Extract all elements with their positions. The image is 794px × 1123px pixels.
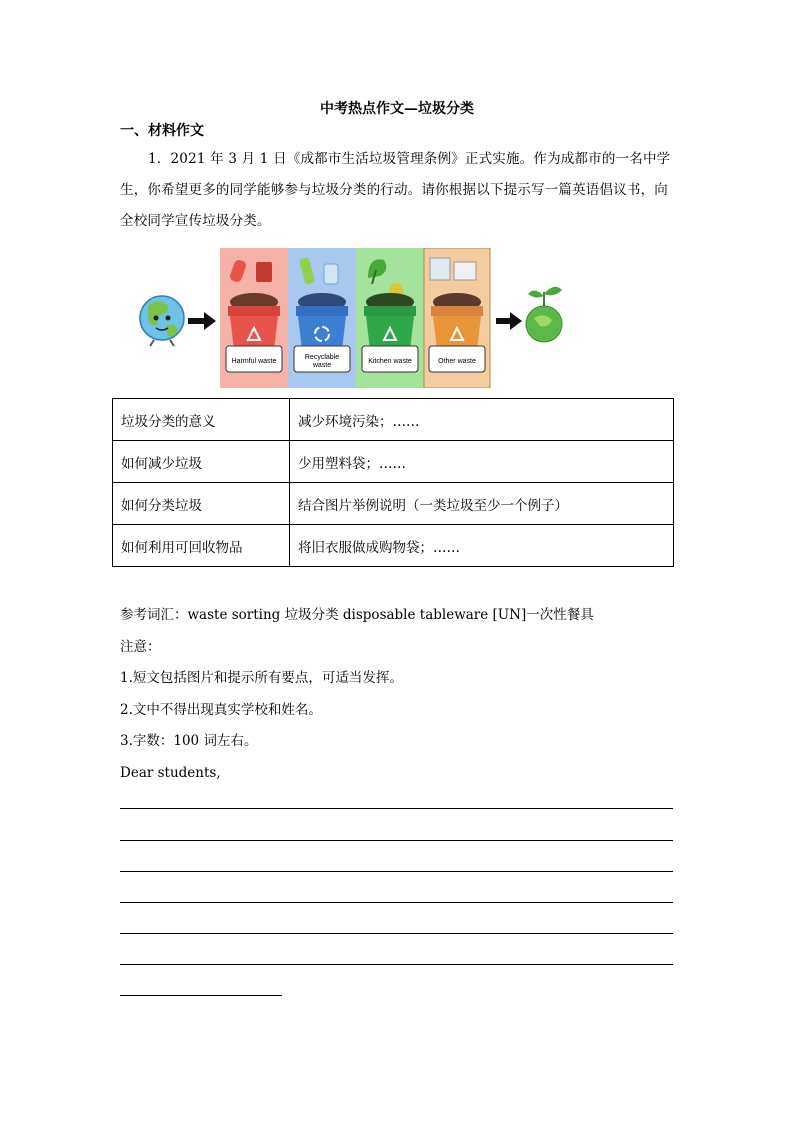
bin-label: Harmful waste <box>231 358 277 365</box>
note-item: 1.短文包括图片和提示所有要点，可适当发挥。 <box>120 670 403 686</box>
arrow-right-icon <box>496 312 522 330</box>
waste-sorting-illustration <box>136 248 576 388</box>
table-cell-answer: 结合图片举例说明（一类垃圾至少一个例子） <box>290 483 674 525</box>
arrow-right-icon <box>188 312 216 330</box>
earth-icon <box>140 296 184 346</box>
table-row <box>113 441 674 483</box>
bin-label: Recyclable <box>304 354 340 361</box>
prompt-table <box>112 398 674 567</box>
table-row <box>113 483 674 525</box>
writing-line[interactable] <box>120 933 673 934</box>
salutation: Dear students, <box>120 764 221 781</box>
bin-label-line2: waste <box>312 362 332 369</box>
writing-line[interactable] <box>120 995 282 996</box>
writing-line[interactable] <box>120 902 673 903</box>
bin-other <box>424 248 490 388</box>
writing-line[interactable] <box>120 840 673 841</box>
section-heading: 一、材料作文 <box>120 123 204 139</box>
table-cell-answer: 少用塑料袋；…… <box>290 441 674 483</box>
table-cell-question: 如何减少垃圾 <box>113 441 290 483</box>
note-item: 3.字数：100 词左右。 <box>120 733 258 749</box>
notes-block <box>120 600 680 789</box>
bin-label: Kitchen waste <box>368 358 412 365</box>
vocab-line: 参考词汇：waste sorting 垃圾分类 disposable tableware [UN]一次性餐具 <box>120 607 594 623</box>
writing-line[interactable] <box>120 871 673 872</box>
bin-harmful <box>220 248 288 388</box>
prompt-text: 1．2021 年 3 月 1 日《成都市生活垃圾管理条例》正式实施。作为成都市的一名中学生，你希望更多的同学能够参与垃圾分类的行动。请你根据以下提示写一篇英语倡议书，向全校同学宣传垃圾分类。 <box>120 151 671 229</box>
writing-line[interactable] <box>120 808 673 809</box>
page-title: 中考热点作文—垃圾分类 <box>320 101 474 117</box>
bin-recyclable <box>288 248 356 388</box>
table-row <box>113 525 674 567</box>
bin-kitchen <box>356 248 424 388</box>
table-cell-question: 如何分类垃圾 <box>113 483 290 525</box>
bin-label: Other waste <box>438 358 476 365</box>
table-cell-answer: 减少环境污染；…… <box>290 399 674 441</box>
writing-line[interactable] <box>120 964 673 965</box>
table-row <box>113 399 674 441</box>
table-cell-question: 垃圾分类的意义 <box>113 399 290 441</box>
table-cell-question: 如何利用可回收物品 <box>113 525 290 567</box>
green-earth-icon <box>526 287 562 342</box>
notes-title: 注意： <box>120 638 161 655</box>
table-cell-answer: 将旧衣服做成购物袋；…… <box>290 525 674 567</box>
note-item: 2.文中不得出现真实学校和姓名。 <box>120 701 322 718</box>
